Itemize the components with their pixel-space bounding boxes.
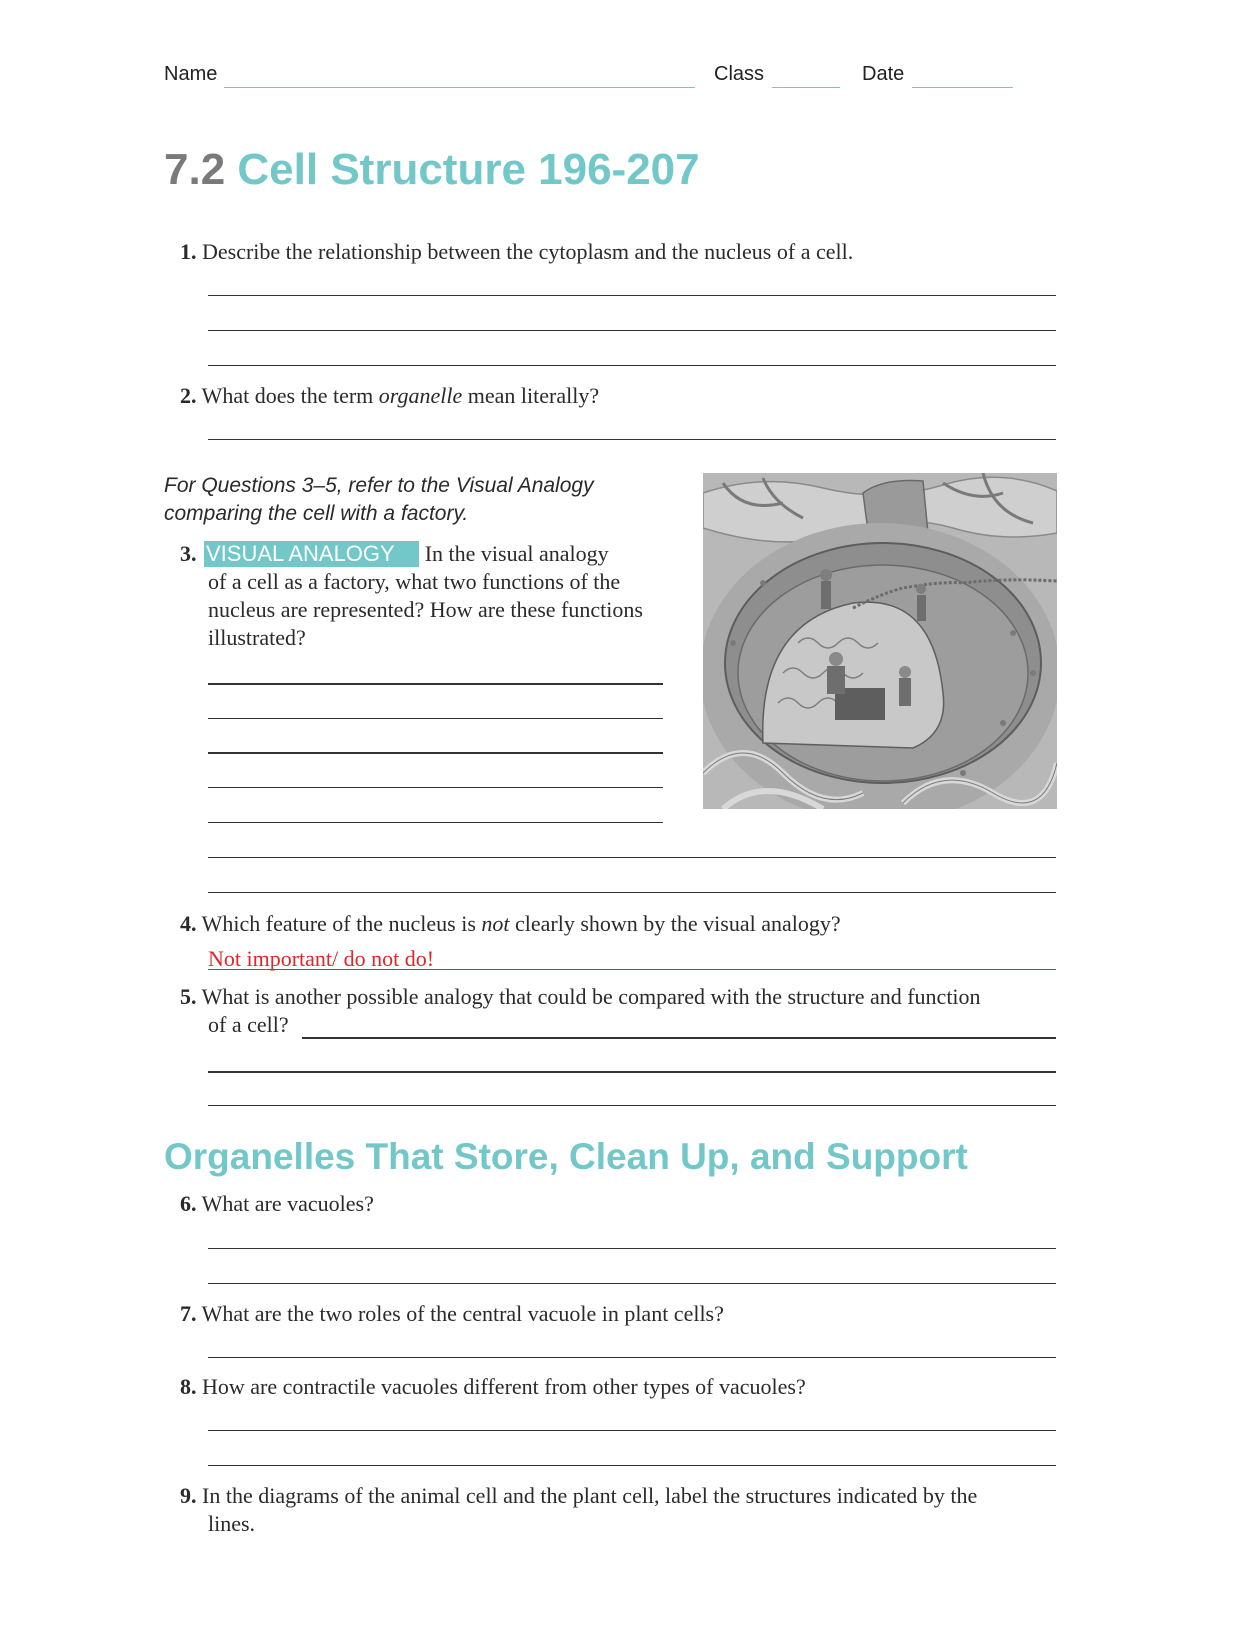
page-title xyxy=(164,142,700,198)
question-2: 2. What does the term organelle mean literally? xyxy=(180,383,600,408)
answer-line[interactable] xyxy=(208,718,663,719)
answer-text-q4: Not important/ do not do! xyxy=(208,946,435,971)
section-title: Organelles That Store, Clean Up, and Support xyxy=(164,1136,968,1177)
answer-line[interactable] xyxy=(208,1357,1056,1358)
answer-line[interactable] xyxy=(208,1105,1056,1106)
question-1: 1. Describe the relationship between the cytoplasm and the nucleus of a cell. xyxy=(180,239,854,264)
answer-line[interactable] xyxy=(208,330,1056,331)
question-5: 5. What is another possible analogy that could be compared with the structure and function of a cell? xyxy=(180,984,981,1037)
answer-line[interactable] xyxy=(208,365,1056,366)
question-9: 9. In the diagrams of the animal cell and the plant cell, label the structures indicated by the lines. xyxy=(180,1483,978,1536)
answer-line[interactable] xyxy=(208,787,663,788)
title-number: 7.2 xyxy=(164,145,226,194)
answer-line[interactable] xyxy=(208,683,663,685)
answer-line[interactable] xyxy=(208,969,1056,970)
answer-line[interactable] xyxy=(208,822,663,823)
name-label: Name xyxy=(164,63,218,85)
answer-line[interactable] xyxy=(208,1071,1056,1073)
question-3: 3. VISUAL ANALOGY In the visual analogy of a cell as a factory, what two functions of the nucleus are represented? How are these functions illustrated? xyxy=(180,541,643,650)
class-field[interactable] xyxy=(772,87,840,88)
answer-line[interactable] xyxy=(208,439,1056,440)
title-text: Cell Structure 196-207 xyxy=(237,145,700,194)
question-6: 6. What are vacuoles? xyxy=(180,1191,374,1216)
answer-line[interactable] xyxy=(302,1037,1056,1039)
answer-line[interactable] xyxy=(208,752,663,754)
question-4: 4. Which feature of the nucleus is not clearly shown by the visual analogy? xyxy=(180,911,841,936)
answer-line[interactable] xyxy=(208,857,1056,858)
answer-line[interactable] xyxy=(208,892,1056,893)
visual-analogy-badge: VISUAL ANALOGY xyxy=(204,541,419,567)
date-label: Date xyxy=(862,63,905,85)
answer-line[interactable] xyxy=(208,1248,1056,1249)
date-field[interactable] xyxy=(912,87,1013,88)
question-8: 8. How are contractile vacuoles different from other types of vacuoles? xyxy=(180,1374,806,1399)
instruction-text: For Questions 3–5, refer to the Visual Analogy comparing the cell with a factory. xyxy=(164,474,594,525)
name-field[interactable] xyxy=(224,87,695,88)
question-7: 7. What are the two roles of the central vacuole in plant cells? xyxy=(180,1301,724,1326)
answer-line[interactable] xyxy=(208,1430,1056,1431)
class-label: Class xyxy=(714,63,765,85)
answer-line[interactable] xyxy=(208,1283,1056,1284)
answer-line[interactable] xyxy=(208,295,1056,296)
cell-factory-illustration xyxy=(703,473,1057,809)
answer-line[interactable] xyxy=(208,1465,1056,1466)
